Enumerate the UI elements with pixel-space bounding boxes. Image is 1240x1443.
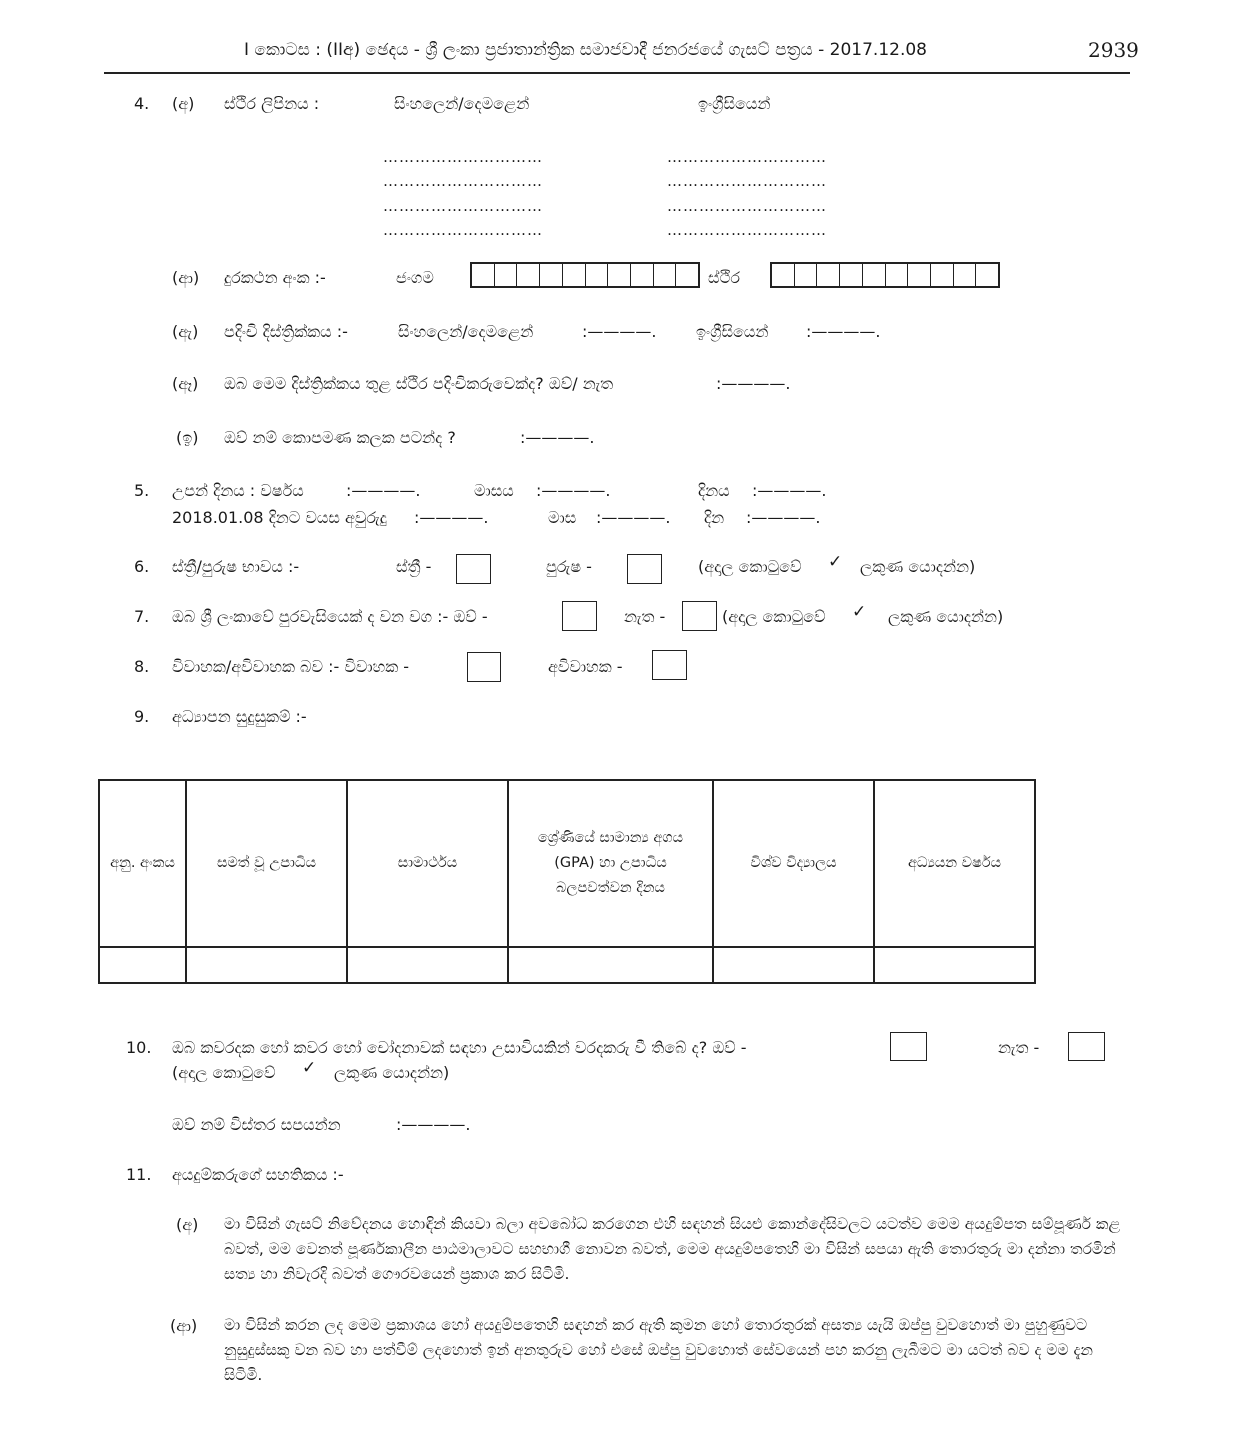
q6-note-prefix: (අදාල කොටුවේ bbox=[698, 557, 802, 576]
column-header-text: සමත් වූ උපාධිය bbox=[216, 855, 317, 871]
column-header-text: ශ්‍රේණියේ සාමාන්‍ය අගය (GPA) හා උපාධිය බලපවත්වන දිනය bbox=[537, 830, 684, 896]
q4a-label: ස්ථිර ලිපිනය : bbox=[224, 94, 320, 113]
q8-number: 8. bbox=[134, 657, 150, 676]
address-dotted-line[interactable]: ………………………… bbox=[383, 148, 543, 166]
column-header-university bbox=[713, 780, 874, 947]
conviction-question: ඔබ කවරදක හෝ කවර හෝ චෝදනාවක් සඳහා උසාවියකින් වරදකරු වී තිබේ ද? ඔව් - bbox=[172, 1038, 747, 1057]
dob-month-label: මාසය bbox=[474, 481, 514, 500]
page-number: 2939 bbox=[1088, 38, 1139, 62]
conviction-no-label: නැත - bbox=[998, 1038, 1040, 1057]
conviction-no-checkbox[interactable] bbox=[1068, 1032, 1105, 1061]
column-header-pass bbox=[347, 780, 508, 947]
q10-note-prefix: (අදාල කොටුවේ bbox=[172, 1063, 276, 1082]
table-cell[interactable] bbox=[347, 947, 508, 983]
checkmark-icon: ✓ bbox=[302, 1058, 317, 1078]
q11a-marker: (අ) bbox=[176, 1215, 199, 1234]
q9-number: 9. bbox=[134, 707, 150, 726]
dob-year-blank[interactable]: :————. bbox=[346, 481, 421, 500]
address-dotted-line[interactable]: ………………………… bbox=[667, 148, 827, 166]
q7-note-prefix: (අදාල කොටුවේ bbox=[722, 607, 826, 626]
citizen-no-checkbox[interactable] bbox=[682, 601, 717, 631]
marital-label: විවාහක/අවිවාහක බව :- විවාහක - bbox=[172, 657, 410, 676]
column-header-gpa bbox=[508, 780, 713, 947]
age-days-blank[interactable]: :————. bbox=[746, 508, 821, 527]
address-dotted-line[interactable]: ………………………… bbox=[667, 197, 827, 215]
unmarried-checkbox[interactable] bbox=[652, 650, 687, 680]
declaration-paragraph-a: මා විසින් ගැසට් නිවේදනය හොඳින් කියවා බලා අවබෝධ කරගෙන එහි සඳහන් සියළු කොන්දේසිවලට යටත්ව මෙම අයදුම්පත සම්පූර්ණ කළ බවත්, මම වෙනත් පූර්ණකාලීන පාඨමාලාවට සහභාගී නොවන බවත්, මෙම අයදුම්පතෙහි මා විසින් සපයා ඇති තොරතුරු මා දන්නා තරමින් සත්‍ය හා නිවැරදි බවත් ගෞරවයෙන් ප්‍රකාශ කර සිටිමි. bbox=[224, 1215, 1121, 1283]
table-cell[interactable] bbox=[713, 947, 874, 983]
column-header-year bbox=[874, 780, 1035, 947]
address-dotted-line[interactable]: ………………………… bbox=[667, 221, 827, 239]
gender-label: ස්ත්‍රී/පුරුෂ භාවය :- bbox=[172, 557, 300, 576]
dob-day-label: දිනය bbox=[698, 481, 730, 500]
district-sinhala-blank[interactable]: :————. bbox=[582, 322, 657, 341]
header-rule bbox=[104, 72, 1130, 74]
column-header-text: විශ්ව විද්‍යාලය bbox=[750, 855, 837, 871]
dob-day-blank[interactable]: :————. bbox=[752, 481, 827, 500]
address-dotted-line[interactable]: ………………………… bbox=[383, 172, 543, 190]
column-header-text: අනු. අංකය bbox=[110, 855, 175, 871]
fixed-number-boxes[interactable] bbox=[770, 262, 1000, 288]
q4aee-marker: (ඈ) bbox=[172, 374, 199, 393]
married-checkbox[interactable] bbox=[467, 652, 501, 682]
education-label: අධ්‍යාපන සුදුසුකම් :- bbox=[172, 707, 307, 726]
table-cell[interactable] bbox=[874, 947, 1035, 983]
q4aa-label: දුරකථන අංක :- bbox=[224, 268, 326, 287]
q6-note-suffix: ලකුණ යොදන්න) bbox=[860, 557, 976, 576]
age-months-label: මාස bbox=[548, 508, 577, 527]
q4ae-lang1: සිංහලෙන්/දෙමළෙන් bbox=[398, 322, 534, 341]
citizen-no-label: නැත - bbox=[624, 607, 666, 626]
age-years-blank[interactable]: :————. bbox=[414, 508, 489, 527]
q4ae-label: පදිංචි දිස්ත්‍රික්කය :- bbox=[224, 322, 348, 341]
citizen-label: ඔබ ශ්‍රී ලංකාවේ පුරවැසියෙක් ද වන වග :- ඔව් - bbox=[172, 607, 488, 626]
checkmark-icon: ✓ bbox=[828, 552, 843, 572]
age-label: 2018.01.08 දිනට වයස අවුරුදු bbox=[172, 508, 387, 527]
fixed-label: ස්ථිර bbox=[708, 268, 741, 287]
q4aa-marker: (ආ) bbox=[172, 268, 200, 287]
q4i-marker: (ඉ) bbox=[176, 428, 199, 447]
details-blank[interactable]: :————. bbox=[396, 1115, 471, 1134]
mobile-number-boxes[interactable] bbox=[470, 262, 700, 288]
q4ae-lang2: ඉංග්‍රීසියෙන් bbox=[696, 322, 769, 341]
table-row[interactable] bbox=[99, 947, 1035, 983]
district-english-blank[interactable]: :————. bbox=[806, 322, 881, 341]
dob-label: උපන් දිනය : වර්ෂය bbox=[172, 481, 304, 500]
checkmark-icon: ✓ bbox=[852, 602, 867, 622]
q4a-marker: (අ) bbox=[172, 94, 195, 113]
table-header-row bbox=[99, 780, 1035, 947]
address-dotted-line[interactable]: ………………………… bbox=[383, 197, 543, 215]
age-months-blank[interactable]: :————. bbox=[596, 508, 671, 527]
column-header-text: සාමාර්ථය bbox=[397, 855, 458, 871]
permanent-resident-blank[interactable]: :————. bbox=[716, 374, 791, 393]
q4a-col2-heading: ඉංග්‍රීසියෙන් bbox=[698, 94, 771, 113]
certificate-label: අයදුම්කරුගේ සහතිකය :- bbox=[172, 1165, 344, 1184]
q10-note-suffix: ලකුණ යොදන්න) bbox=[334, 1063, 450, 1082]
q7-number: 7. bbox=[134, 607, 150, 626]
education-table bbox=[98, 779, 1036, 984]
q11-number: 11. bbox=[126, 1165, 152, 1184]
declaration-paragraph-b: මා විසින් කරන ලද මෙම ප්‍රකාශය හෝ අයදුම්පතෙහි සඳහන් කර ඇති කුමන හෝ තොරතුරක් අසත්‍ය යැයි ඔප්පු වුවහොත් මා පුහුණුවට නුසුදුස්සකු වන බව හා පත්වීම් ලදහොත් ඉන් අනතුරුව හෝ එසේ ඔප්පු වුවහොත් සේවයෙන් පහ කරනු ලැබීමට මා යටත් බව ද මම දැන සිටිමි. bbox=[224, 1316, 1093, 1384]
female-checkbox[interactable] bbox=[456, 554, 491, 584]
table-cell[interactable] bbox=[508, 947, 713, 983]
q5-number: 5. bbox=[134, 481, 150, 500]
column-header-degree bbox=[186, 780, 347, 947]
column-header-serial bbox=[99, 780, 186, 947]
female-label: ස්ත්‍රී - bbox=[396, 557, 432, 576]
unmarried-label: අවිවාහක - bbox=[548, 657, 623, 676]
citizen-yes-checkbox[interactable] bbox=[562, 601, 597, 631]
table-cell[interactable] bbox=[99, 947, 186, 983]
q6-number: 6. bbox=[134, 557, 150, 576]
age-days-label: දින bbox=[704, 508, 725, 527]
q4aee-text: ඔබ මෙම දිස්ත්‍රික්කය තුළ ස්ථිර පදිංචිකරුවෙක්ද? ඔව්/ නැත bbox=[224, 374, 614, 393]
male-checkbox[interactable] bbox=[627, 554, 662, 584]
dob-month-blank[interactable]: :————. bbox=[536, 481, 611, 500]
residence-duration-blank[interactable]: :————. bbox=[520, 428, 595, 447]
male-label: පුරුෂ - bbox=[546, 557, 592, 576]
mobile-label: ජංගම bbox=[396, 268, 434, 287]
q10-number: 10. bbox=[126, 1038, 152, 1057]
q4a-col1-heading: සිංහලෙන්/දෙමළෙන් bbox=[394, 94, 530, 113]
address-dotted-line[interactable]: ………………………… bbox=[667, 172, 827, 190]
column-header-text: අධ්‍යයන වර්ෂය bbox=[907, 855, 1002, 871]
table-cell[interactable] bbox=[186, 947, 347, 983]
q4-number: 4. bbox=[134, 94, 150, 113]
q7-note-suffix: ලකුණ යොදන්න) bbox=[888, 607, 1004, 626]
gazette-header-title: I කොටස : (IIඅ) ඡෙදය - ශ්‍රී ලංකා ප්‍රජාතාන්ත්‍රික සමාජවාදී ජනරජයේ ගැසට් පත්‍රය - 2017.12.08 bbox=[244, 40, 927, 60]
conviction-yes-checkbox[interactable] bbox=[890, 1032, 927, 1061]
q4i-text: ඔව් නම් කොපමණ කලක පටන්ද ? bbox=[224, 428, 456, 447]
address-dotted-line[interactable]: ………………………… bbox=[383, 221, 543, 239]
q4ae-marker: (ඇ) bbox=[172, 322, 199, 341]
q11aa-marker: (ආ) bbox=[170, 1316, 198, 1335]
details-label: ඔව් නම් විස්තර සපයන්න bbox=[172, 1115, 341, 1134]
